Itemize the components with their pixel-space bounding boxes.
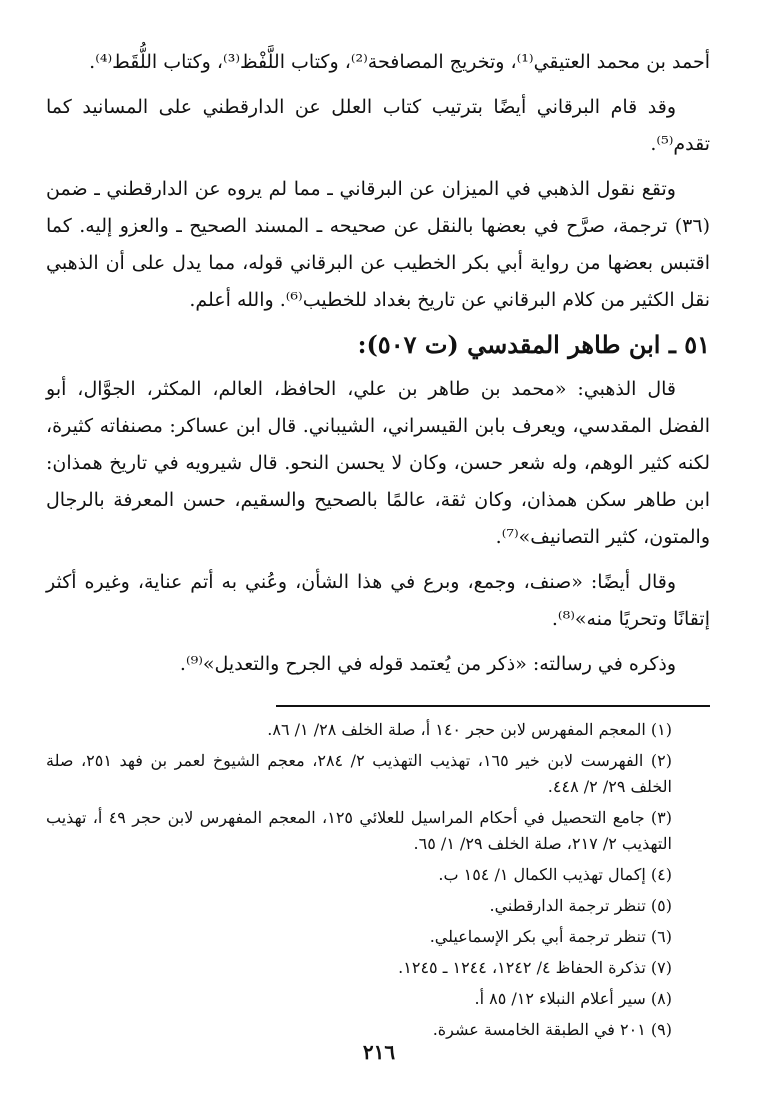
paragraph-continuation: أحمد بن محمد العتيقي⁽¹⁾، وتخريج المصافحة⁽²⁾، وكتاب اللَّفْظ⁽³⁾، وكتاب اللُّقَط⁽⁴⁾. <box>89 51 710 73</box>
footnote-6: (٦) تنظر ترجمة أبي بكر الإسماعيلي. <box>429 927 672 946</box>
section-heading: ٥١ ـ ابن طاهر المقدسي (ت ٥٠٧): <box>357 330 710 359</box>
footnote-9: (٩) ٢٠١ في الطبقة الخامسة عشرة. <box>432 1020 672 1039</box>
paragraph-ibn-tahir-bio: قال الذهبي: «محمد بن طاهر بن علي، الحافظ، العالم، المكثر، الجوَّال، أبو الفضل المقدسي، ويعرف بابن القيسراني، الشيباني. قال ابن عساكر: مصنفاته كثيرة، لكنه كثير الوهم، وله شعر حسن، وكان لا يحسن النحو. قال شيرويه في تاريخ همذان: ابن طاهر سكن همذان، وكان ثقة، عالمًا بالصحيح والسقيم، حسن المعرفة بالرجال والمتون، كثير التصانيف»⁽⁷⁾. <box>46 378 710 548</box>
footnote-rule <box>276 705 710 707</box>
page-number: ٢١٦ <box>362 1040 396 1064</box>
footnote-7: (٧) تذكرة الحفاظ ٤/ ١٢٤٢، ١٢٤٤ ـ ١٢٤٥. <box>398 958 672 977</box>
paragraph-dhahabi-quotes: وتقع نقول الذهبي في الميزان عن البرقاني ـ مما لم يروه عن الدارقطني ـ ضمن (٣٦) ترجمة، صرَّح في بعضها بالنقل عن صحيحه ـ المسند الصحيح ـ والعزو إليه. كما اقتبس بعضها من رواية أبي بكر الخطيب عن البرقاني قوله، مما يدل على أن الذهبي نقل الكثير من كلام البرقاني عن تاريخ بغداد للخطيب⁽⁶⁾. والله أعلم. <box>46 178 710 311</box>
paragraph-barqani-ilal: وقد قام البرقاني أيضًا بترتيب كتاب العلل عن الدارقطني على المسانيد كما تقدم⁽⁵⁾. <box>46 96 710 155</box>
paragraph-ibn-tahir-praise: وقال أيضًا: «صنف، وجمع، وبرع في هذا الشأن، وعُني به أتم عناية، وغيره أكثر إتقانًا وتحريًا منه»⁽⁸⁾. <box>46 571 710 630</box>
footnotes-section <box>46 717 710 1043</box>
footnote-1: (١) المعجم المفهرس لابن حجر ١٤٠ أ، صلة الخلف ٢٨/ ١/ ٨٦. <box>267 720 672 739</box>
footnote-2: (٢) الفهرست لابن خير ١٦٥، تهذيب التهذيب ٢/ ٢٨٤، معجم الشيوخ لعمر بن فهد ٢٥١، صلة الخلف ٢٩/ ٢/ ٤٤٨. <box>46 751 672 796</box>
footnote-3: (٣) جامع التحصيل في أحكام المراسيل للعلائي ١٢٥، المعجم المفهرس لابن حجر ٤٩ أ، تهذيب التهذيب ٢/ ٢١٧، صلة الخلف ٢٩/ ١/ ٦٥. <box>46 808 673 853</box>
footnote-8: (٨) سير أعلام النبلاء ١٢/ ٨٥ أ. <box>474 989 672 1008</box>
footnote-4: (٤) إكمال تهذيب الكمال ١/ ١٥٤ ب. <box>438 865 672 884</box>
paragraph-risala-mention: وذكره في رسالته: «ذكر من يُعتمد قوله في الجرح والتعديل»⁽⁹⁾. <box>179 653 676 675</box>
footnote-separator <box>46 705 710 707</box>
footnote-5: (٥) تنظر ترجمة الدارقطني. <box>489 896 672 915</box>
